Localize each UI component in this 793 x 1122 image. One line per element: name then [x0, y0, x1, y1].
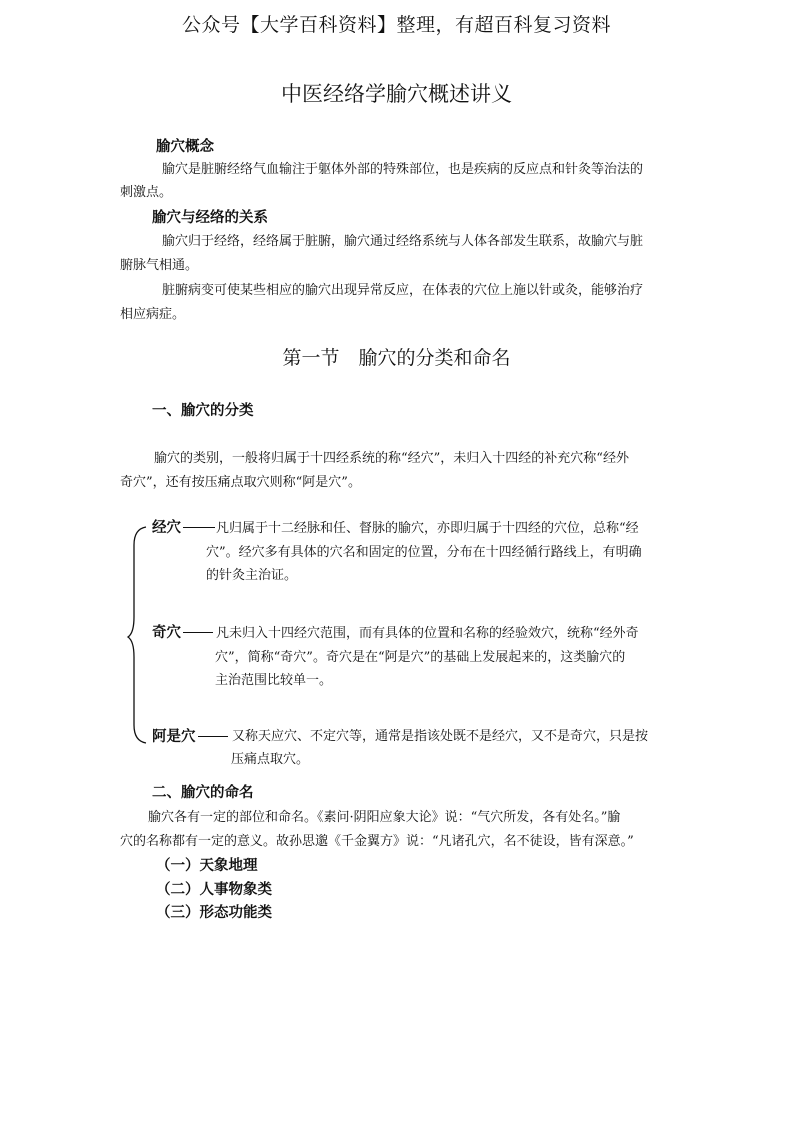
- page-header: 公众号【大学百科资料】整理，有超百科复习资料: [181, 14, 611, 36]
- concept-text-line2: 刺激点。: [120, 185, 173, 200]
- document-title: 中医经络学腧穴概述讲义: [281, 82, 512, 106]
- relation-p2-line1: 脏腑病变可使某些相应的腧穴出现异常反应，在体表的穴位上施以针或灸，能够治疗: [162, 283, 644, 298]
- classification-heading: 一、腧穴的分类: [152, 403, 254, 419]
- naming-text-line1: 腧穴各有一定的部位和命名。《素问·阴阳应象大论》说：“气穴所发，各有处名。”腧: [148, 810, 621, 825]
- jingxue-desc-line2: 穴”。经穴多有具体的穴名和固定的位置，分布在十四经循行路线上，有明确: [206, 545, 642, 560]
- jingxue-desc-line1: 凡归属于十二经脉和任、督脉的腧穴，亦即归属于十四经的穴位，总称“经: [216, 521, 639, 536]
- naming-text-line2: 穴的名称都有一定的意义。故孙思邈《千金翼方》说：“凡诸孔穴，名不徒设，皆有深意。”: [120, 834, 634, 849]
- concept-heading: 腧穴概念: [156, 139, 214, 155]
- ashixue-desc-line1: 又称天应穴、不定穴等，通常是指该处既不是经穴，又不是奇穴，只是按: [232, 729, 649, 744]
- classification-item-ashixue: [152, 725, 228, 746]
- term-ashixue: 阿是穴: [152, 729, 196, 745]
- naming-sub-2: （二）人事物象类: [156, 882, 272, 898]
- qixue-desc-line3: 主治范围比较单一。: [215, 673, 333, 688]
- classification-intro-line1: 腧穴的类别，一般将归属于十四经系统的称“经穴”，未归入十四经的补充穴称“经外: [154, 451, 629, 466]
- relation-p2-line2: 相应病症。: [120, 307, 186, 322]
- ashixue-desc-line2: 压痛点取穴。: [231, 752, 310, 767]
- term-connector: [183, 527, 215, 528]
- qixue-desc-line1: 凡未归入十四经穴范围，而有具体的位置和名称的经验效穴，统称“经外奇: [216, 626, 639, 641]
- term-qixue: 奇穴: [152, 625, 181, 641]
- classification-brace: [126, 525, 150, 745]
- relation-p1-line2: 腑脉气相通。: [120, 258, 199, 273]
- term-connector: [183, 632, 213, 633]
- qixue-desc-line2: 穴”，简称“奇穴”。奇穴是在“阿是穴”的基础上发展起来的，这类腧穴的: [215, 650, 626, 665]
- classification-item-qixue: [152, 621, 213, 642]
- naming-heading: 二、腧穴的命名: [152, 785, 254, 801]
- jingxue-desc-line3: 的针灸主治证。: [206, 568, 298, 583]
- naming-sub-3: （三）形态功能类: [156, 905, 272, 921]
- concept-text-line1: 腧穴是脏腑经络气血输注于躯体外部的特殊部位，也是疾病的反应点和针灸等治法的: [162, 162, 644, 177]
- classification-intro-line2: 奇穴”，还有按压痛点取穴则称“阿是穴”。: [120, 475, 361, 490]
- relation-p1-line1: 腧穴归于经络，经络属于脏腑，腧穴通过经络系统与人体各部发生联系，故腧穴与脏: [162, 234, 644, 249]
- term-connector: [198, 736, 228, 737]
- classification-item-jingxue: [152, 516, 215, 537]
- section-title: 第一节 腧穴的分类和命名: [282, 347, 511, 369]
- term-jingxue: 经穴: [152, 520, 181, 536]
- relation-heading: 腧穴与经络的关系: [152, 210, 268, 226]
- naming-sub-1: （一）天象地理: [156, 858, 258, 874]
